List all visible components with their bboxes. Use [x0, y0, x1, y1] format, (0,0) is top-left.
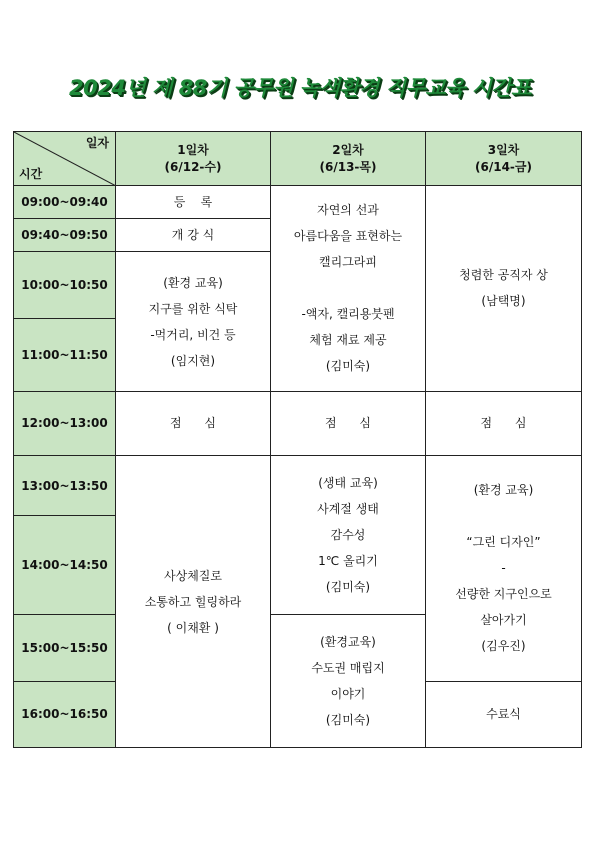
d1-registration-cell: 등 록	[116, 186, 271, 219]
d3-lunch-cell: 점 심	[426, 391, 582, 455]
text-line: 소통하고 힐링하라	[144, 594, 242, 609]
header-time-label: 시간	[19, 167, 43, 182]
time-slot: 12:00~13:00	[14, 391, 116, 455]
time-slot: 09:00~09:40	[14, 186, 116, 219]
text-line: 캘리그라피	[319, 255, 377, 270]
text-line: (김미숙)	[325, 712, 371, 727]
day-2-date: (6/13-목)	[319, 159, 377, 174]
time-slot: 09:40~09:50	[14, 219, 116, 252]
header-day-3	[426, 132, 582, 186]
header-day-1	[116, 132, 271, 186]
text-line: (생태 교육)	[318, 475, 378, 490]
day-2-label: 2일차	[332, 142, 364, 157]
text-line: 1℃ 올리기	[318, 553, 378, 568]
schedule-table	[13, 131, 582, 748]
day-1-label: 1일차	[177, 142, 209, 157]
text-line: 이야기	[330, 686, 366, 701]
d3-afternoon-cell	[426, 456, 582, 682]
text-line: 청렴한 공직자 상	[459, 268, 548, 283]
time-slot: 15:00~15:50	[14, 614, 116, 681]
text-line: 감수성	[330, 527, 366, 542]
text-line: -	[501, 561, 506, 576]
time-slot: 11:00~11:50	[14, 318, 116, 391]
time-slot: 16:00~16:50	[14, 681, 116, 747]
day-3-label: 3일차	[487, 142, 520, 157]
d1-opening-cell: 개 강 식	[116, 219, 271, 252]
d2-afternoon2-cell	[271, 614, 426, 748]
time-slot: 13:00~13:50	[14, 456, 116, 516]
text-line: 사계절 생태	[317, 501, 379, 516]
text-line: 살아가기	[480, 613, 527, 628]
d2-morning-cell	[271, 186, 426, 392]
text-line: (남택명)	[481, 294, 526, 309]
text-line: 지구를 위한 식탁	[148, 301, 238, 316]
text-line: 선량한 지구인으로	[455, 587, 552, 602]
text-line: (김미숙)	[325, 359, 371, 374]
time-slot: 14:00~14:50	[14, 516, 116, 614]
text-line: (환경교육)	[320, 634, 376, 649]
text-line: (환경 교육)	[163, 275, 223, 290]
text-line: 수도권 매립지	[311, 660, 385, 675]
d3-morning-cell	[426, 186, 582, 392]
text-line: -먹거리, 비건 등	[150, 327, 236, 342]
text-line: “그린 디자인”	[466, 535, 541, 550]
text-line: 자연의 선과	[317, 203, 379, 218]
d2-afternoon1-cell	[271, 456, 426, 615]
blank-line	[271, 275, 425, 301]
header-day-2	[271, 132, 426, 186]
header-corner-cell	[14, 132, 116, 186]
text-line: ( 이채환 )	[167, 620, 219, 635]
page-title: 2024년 제 88기 공무원 녹색환경 직무교육 시간표	[69, 76, 531, 100]
text-line: (김미숙)	[325, 579, 371, 594]
text-line: (임지현)	[170, 353, 216, 368]
d1-lunch-cell: 점 심	[116, 391, 271, 455]
time-slot: 10:00~10:50	[14, 252, 116, 318]
day-3-date: (6/14-금)	[475, 159, 532, 174]
blank-line	[426, 503, 581, 529]
text-line: 사상체질로	[164, 568, 222, 583]
header-day-label: 일자	[85, 136, 109, 150]
text-line: 체험 재료 제공	[309, 333, 387, 348]
d1-morning-cell	[116, 252, 271, 391]
d3-closing-cell: 수료식	[426, 681, 582, 747]
text-line: (환경 교육)	[473, 483, 534, 498]
text-line: 아름다움을 표현하는	[293, 229, 403, 244]
day-1-date: (6/12-수)	[164, 159, 222, 174]
d1-afternoon-cell	[116, 456, 271, 748]
text-line: -액자, 캘리용붓펜	[301, 307, 395, 322]
text-line: (김우진)	[481, 639, 526, 654]
d2-lunch-cell: 점 심	[271, 391, 426, 455]
